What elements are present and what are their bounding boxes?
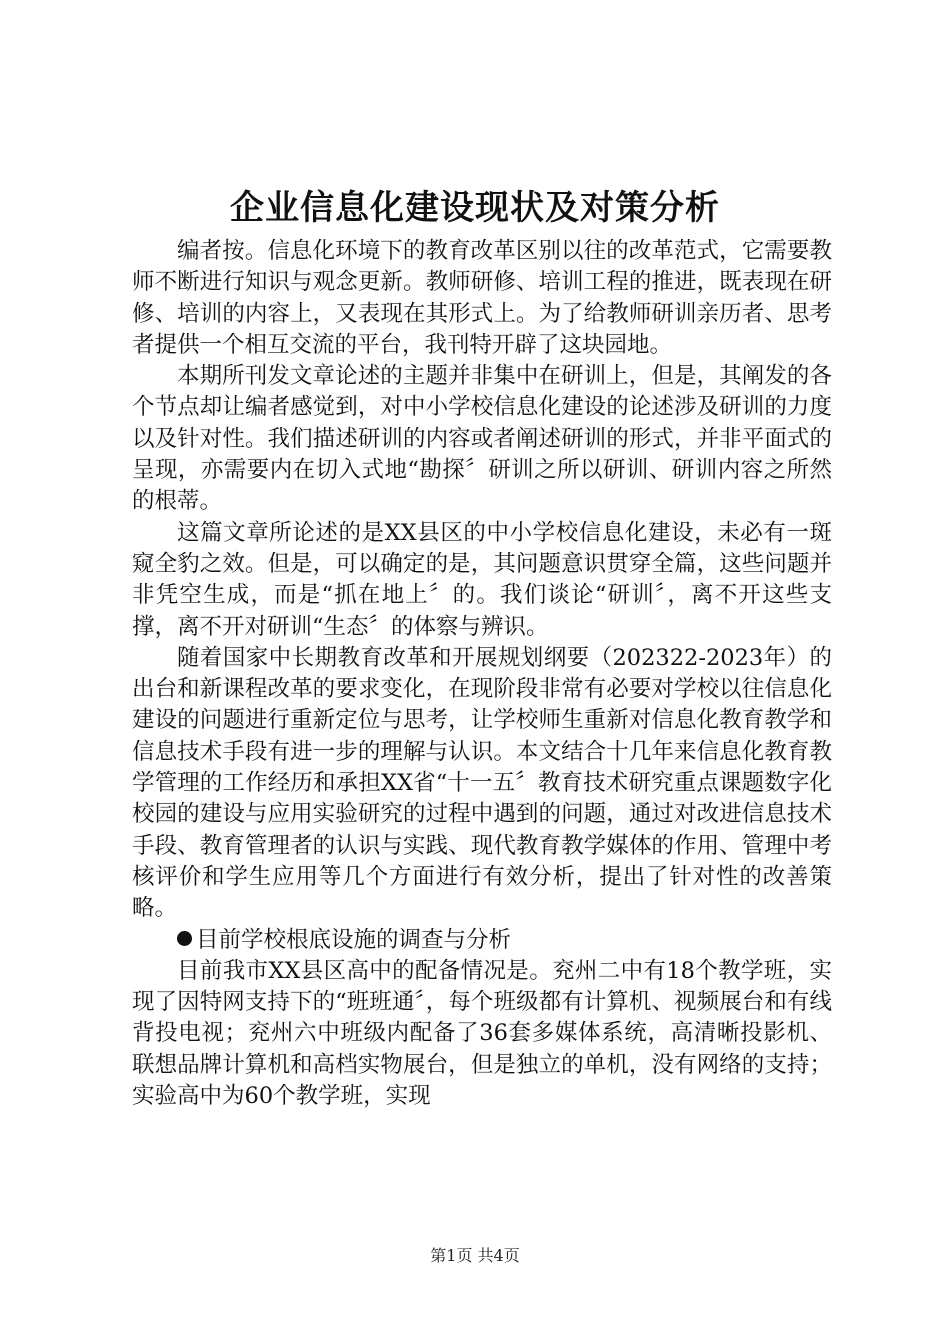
section-heading (132, 925, 832, 956)
section-heading-text: 目前学校根底设施的调查与分析 (196, 926, 512, 953)
paragraph-article-scope: 这篇文章所论述的是XX县区的中小学校信息化建设，未必有一斑窥全豹之效。但是，可以确定的是，其问题意识贯穿全篇，这些问题并非凭空生成，而是“抓在地上〞的。我们谈论“研训〞，离不开这些支撑，离不开对研训“生态〞的体察与辨识。 (132, 519, 832, 640)
paragraph-editor-note: 编者按。信息化环境下的教育改革区别以往的改革范式，它需要教师不断进行知识与观念更新。教师研修、培训工程的推进，既表现在研修、培训的内容上，又表现在其形式上。为了给教师研训亲历者、思考者提供一个相互交流的平台，我刊特开辟了这块园地。 (132, 238, 832, 358)
paragraph-background: 随着国家中长期教育改革和开展规划纲要（202322-2023年）的出台和新课程改革的要求变化，在现阶段非常有必要对学校以往信息化建设的问题进行重新定位与思考，让学校师生重新对信息化教育教学和信息技术手段有进一步的理解与认识。本文结合十几年来信息化教育教学管理的工作经历和承担XX省“十一五〞教育技术研究重点课题数字化校园的建设与应用实验研究的过程中遇到的问题，通过对改进信息技术手段、教育管理者的认识与实践、现代教育教学媒体的作用、管理中考核评价和学生应用等几个方面进行有效分析，提出了针对性的改善策略。 (132, 644, 832, 922)
document-body (132, 236, 832, 1112)
document-title: 企业信息化建设现状及对策分析 (230, 188, 720, 228)
page-footer: 第1页 共4页 (430, 1246, 520, 1265)
paragraph-section-survey: 目前我市XX县区高中的配备情况是。兖州二中有18个教学班，实现了因特网支持下的“班班通〞，每个班级都有计算机、视频展台和有线背投电视；兖州六中班级内配备了36套多媒体系统，高清晰投影机、联想品牌计算机和高档实物展台，但是独立的单机，没有网络的支持；实验高中为60个教学班，实现 (132, 957, 832, 1110)
paragraph-issue-theme: 本期所刊发文章论述的主题并非集中在研训上，但是，其阐发的各个节点却让编者感觉到，对中小学校信息化建设的论述涉及研训的力度以及针对性。我们描述研训的内容或者阐述研训的形式，并非平面式的呈现，亦需要内在切入式地“勘探〞研训之所以研训、研训内容之所然的根蒂。 (132, 363, 832, 515)
bullet-dot-icon (177, 931, 192, 946)
